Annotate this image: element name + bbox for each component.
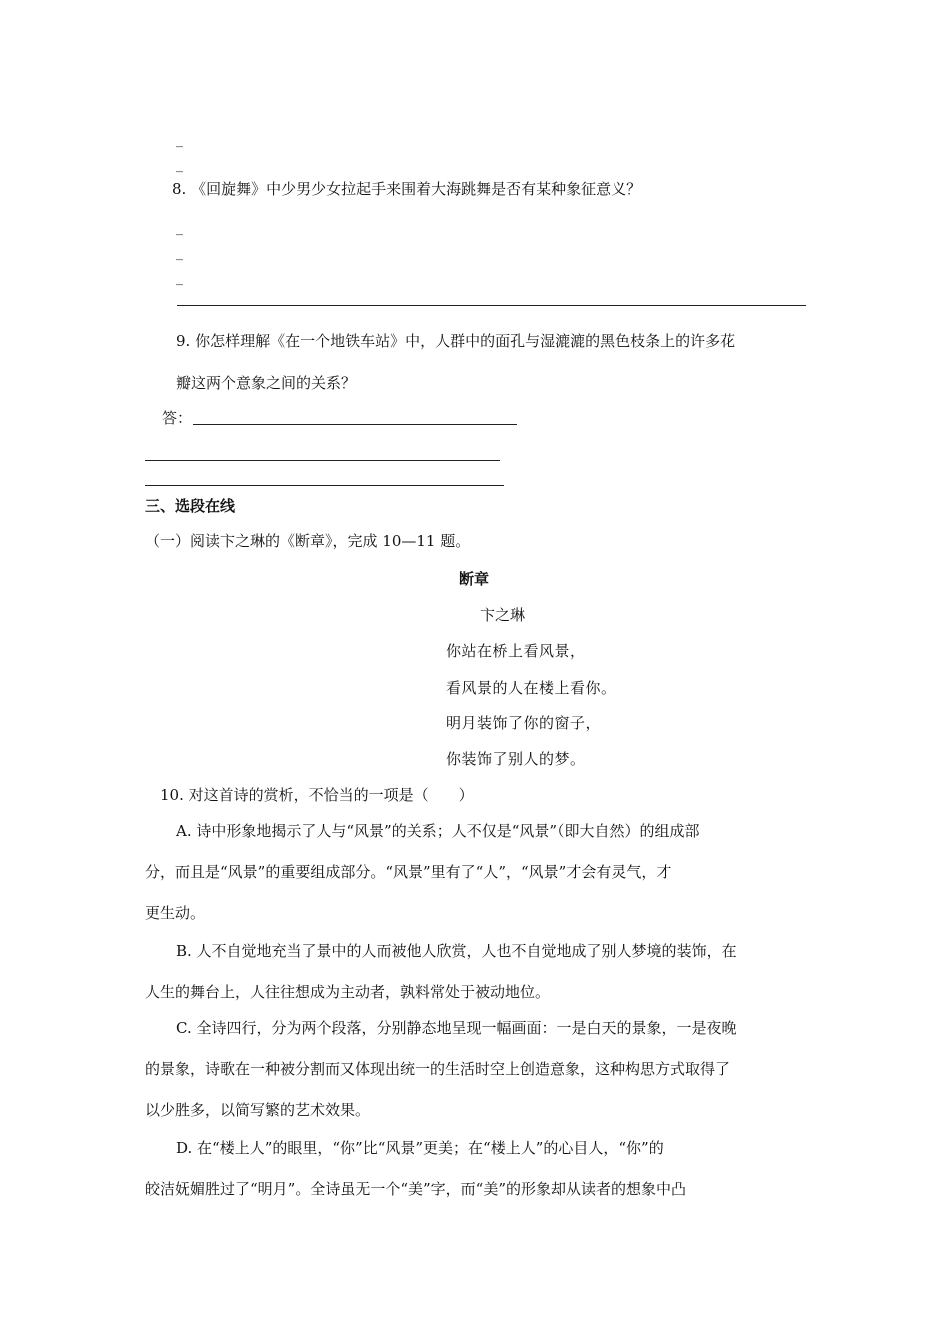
answer-dash: _	[176, 132, 183, 148]
poem-line: 看风景的人在楼上看你。	[446, 679, 617, 697]
option-d-line: 皎洁妩媚胜过了“明月”。全诗虽无一个“美”字，而“美”的形象却从读者的想象中凸	[145, 1180, 687, 1198]
option-c-line: 的景象，诗歌在一种被分割而又体现出统一的生活时空上创造意象，这种构思方式取得了	[145, 1060, 731, 1078]
poem-line: 你装饰了别人的梦。	[446, 750, 586, 768]
poem-line: 你站在桥上看风景，	[446, 642, 586, 660]
answer-dash: _	[176, 157, 183, 173]
poem-title: 断章	[459, 570, 490, 588]
question-9-line-1: 9. 你怎样理解《在一个地铁车站》中，人群中的面孔与湿漉漉的黑色枝条上的许多花	[176, 332, 736, 350]
poem-line: 明月装饰了你的窗子，	[446, 714, 602, 732]
poem-author: 卞之琳	[480, 606, 526, 624]
answer-dash: _	[176, 270, 183, 286]
answer-line	[145, 485, 504, 486]
answer-dash: _	[176, 245, 183, 261]
answer-line	[145, 460, 500, 461]
option-a-line: A. 诗中形象地揭示了人与“风景”的关系；人不仅是“风景”（即大自然）的组成部	[176, 822, 700, 840]
section-intro: （一）阅读卞之琳的《断章》，完成 10—11 题。	[145, 532, 471, 550]
option-a-line: 更生动。	[145, 904, 206, 922]
answer-line	[177, 305, 806, 306]
option-a-line: 分，而且是“风景”的重要组成部分。“风景”里有了“人”，“风景”才会有灵气，才	[145, 863, 672, 881]
option-b-line: B. 人不自觉地充当了景中的人而被他人欣赏，人也不自觉地成了别人梦境的装饰，在	[176, 942, 737, 960]
question-10-stem: 10. 对这首诗的赏析，不恰当的一项是（ ）	[160, 786, 474, 804]
question-8: 8. 《回旋舞》中少男少女拉起手来围着大海跳舞是否有某种象征意义？	[172, 180, 642, 198]
section-title: 三、选段在线	[145, 497, 236, 515]
question-9-line-2: 瓣这两个意象之间的关系？	[176, 374, 357, 392]
option-c-line: C. 全诗四行，分为两个段落，分别静态地呈现一幅画面：一是白天的景象，一是夜晚	[176, 1019, 737, 1037]
option-b-line: 人生的舞台上，人往往想成为主动者，孰料常处于被动地位。	[145, 983, 551, 1001]
answer-dash: _	[176, 220, 183, 236]
option-c-line: 以少胜多，以简写繁的艺术效果。	[145, 1101, 371, 1119]
answer-label: 答：	[162, 409, 193, 427]
answer-line	[193, 424, 517, 425]
option-d-line: D. 在“楼上人”的眼里，“你”比“风景”更美；在“楼上人”的心目人，“你”的	[176, 1139, 664, 1157]
